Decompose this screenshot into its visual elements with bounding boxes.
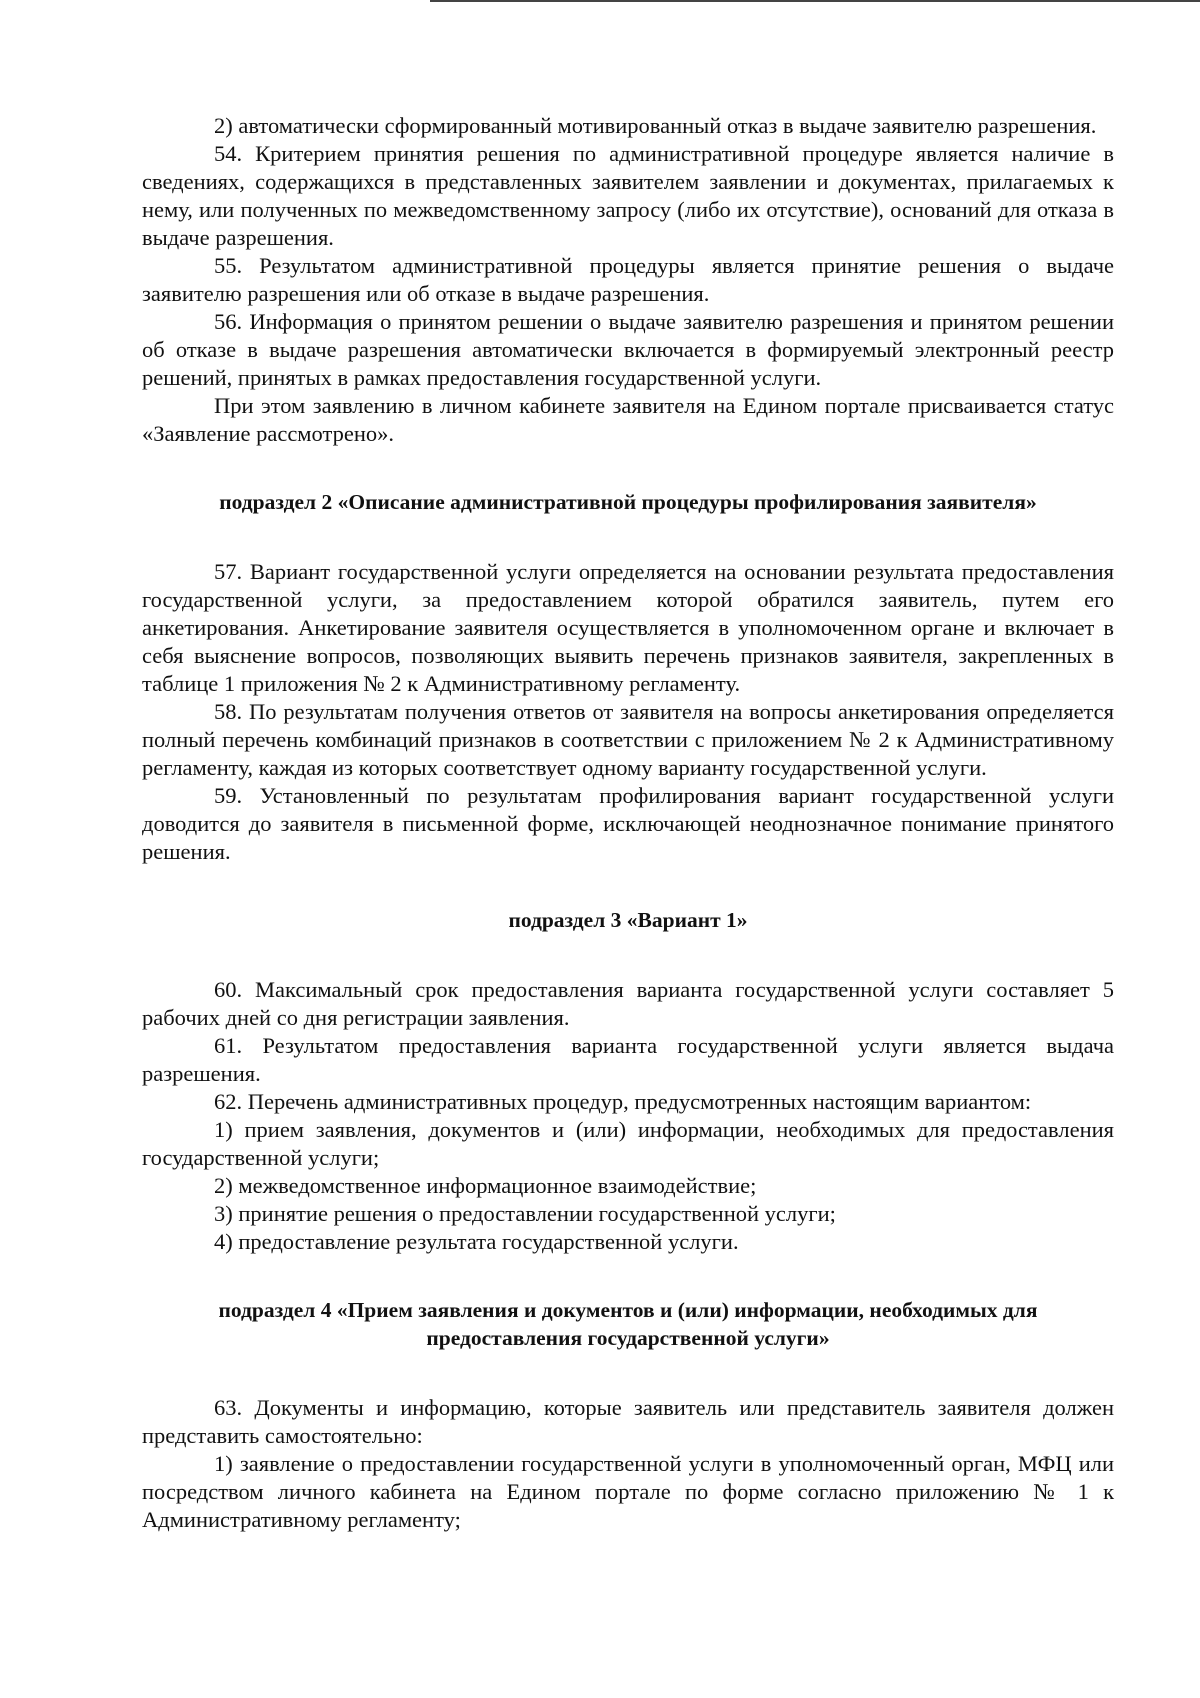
paragraph-58: 58. По результатам получения ответов от заявителя на вопросы анкетирования определяется полный перечень комбинаций признаков в соответствии с приложением № 2 к Административному регламенту, каждая из которых соответствует одному варианту государственной услуги. <box>142 699 1114 780</box>
spacer <box>142 516 1114 558</box>
top-border-line <box>430 0 1200 2</box>
spacer <box>142 1352 1114 1394</box>
paragraph-57: 57. Вариант государственной услуги определяется на основании результата предоставления государственной услуги, за предоставлением которой обратился заявитель, путем его анкетирования. Анкетирование заявителя осуществляется в уполномоченном органе и включает в себя выяснение вопросов, позволяющих выявить перечень признаков заявителя, закрепленных в таблице 1 приложения № 2 к Административному регламенту. <box>142 559 1114 696</box>
spacer <box>142 1256 1114 1296</box>
paragraph-60: 60. Максимальный срок предоставления варианта государственной услуги составляет 5 рабочих дней со дня регистрации заявления. <box>142 977 1114 1030</box>
list-item-2-interagency: 2) межведомственное информационное взаимодействие; <box>214 1173 757 1198</box>
list-item-2-automatic-refusal: 2) автоматически сформированный мотивированный отказ в выдаче заявителю разрешения. <box>214 113 1097 138</box>
list-item-1-application-form: 1) заявление о предоставлении государственной услуги в уполномоченный орган, МФЦ или посредством личного кабинета на Едином портале по форме согласно приложению № 1 к Административному регламенту; <box>142 1451 1114 1532</box>
subsection-3-heading: подраздел 3 «Вариант 1» <box>508 908 748 932</box>
subsection-2-heading: подраздел 2 «Описание административной процедуры профилирования заявителя» <box>219 490 1037 514</box>
list-item-1-application-intake: 1) прием заявления, документов и (или) информации, необходимых для предоставления государственной услуги; <box>142 1117 1114 1170</box>
paragraph-59: 59. Установленный по результатам профилирования вариант государственной услуги доводится до заявителя в письменной форме, исключающей неоднозначное понимание принятого решения. <box>142 783 1114 864</box>
paragraph-55: 55. Результатом административной процедуры является принятие решения о выдаче заявителю разрешения или об отказе в выдаче разрешения. <box>142 253 1114 306</box>
paragraph-56: 56. Информация о принятом решении о выдаче заявителю разрешения и принятом решении об отказе в выдаче разрешения автоматически включается в формируемый электронный реестр решений, принятых в рамках предоставления государственной услуги. <box>142 309 1114 390</box>
paragraph-54: 54. Критерием принятия решения по административной процедуре является наличие в сведениях, содержащихся в представленных заявителем заявлении и документах, прилагаемых к нему, или полученных по межведомственному запросу (либо их отсутствие), оснований для отказа в выдаче разрешения. <box>142 141 1114 250</box>
list-item-4-result: 4) предоставление результата государственной услуги. <box>214 1229 739 1254</box>
spacer <box>142 448 1114 488</box>
paragraph-62: 62. Перечень административных процедур, предусмотренных настоящим вариантом: <box>214 1089 1032 1114</box>
subsection-4-heading: подраздел 4 «Прием заявления и документов и (или) информации, необходимых для предоставления государственной услуги» <box>218 1298 1038 1350</box>
spacer <box>142 866 1114 906</box>
spacer <box>142 934 1114 976</box>
paragraph-status-note: При этом заявлению в личном кабинете заявителя на Едином портале присваивается статус «Заявление рассмотрено». <box>142 393 1114 446</box>
document-body <box>142 112 1114 1534</box>
paragraph-61: 61. Результатом предоставления варианта государственной услуги является выдача разрешения. <box>142 1033 1114 1086</box>
paragraph-63: 63. Документы и информацию, которые заявитель или представитель заявителя должен представить самостоятельно: <box>142 1395 1114 1448</box>
list-item-3-decision: 3) принятие решения о предоставлении государственной услуги; <box>214 1201 836 1226</box>
